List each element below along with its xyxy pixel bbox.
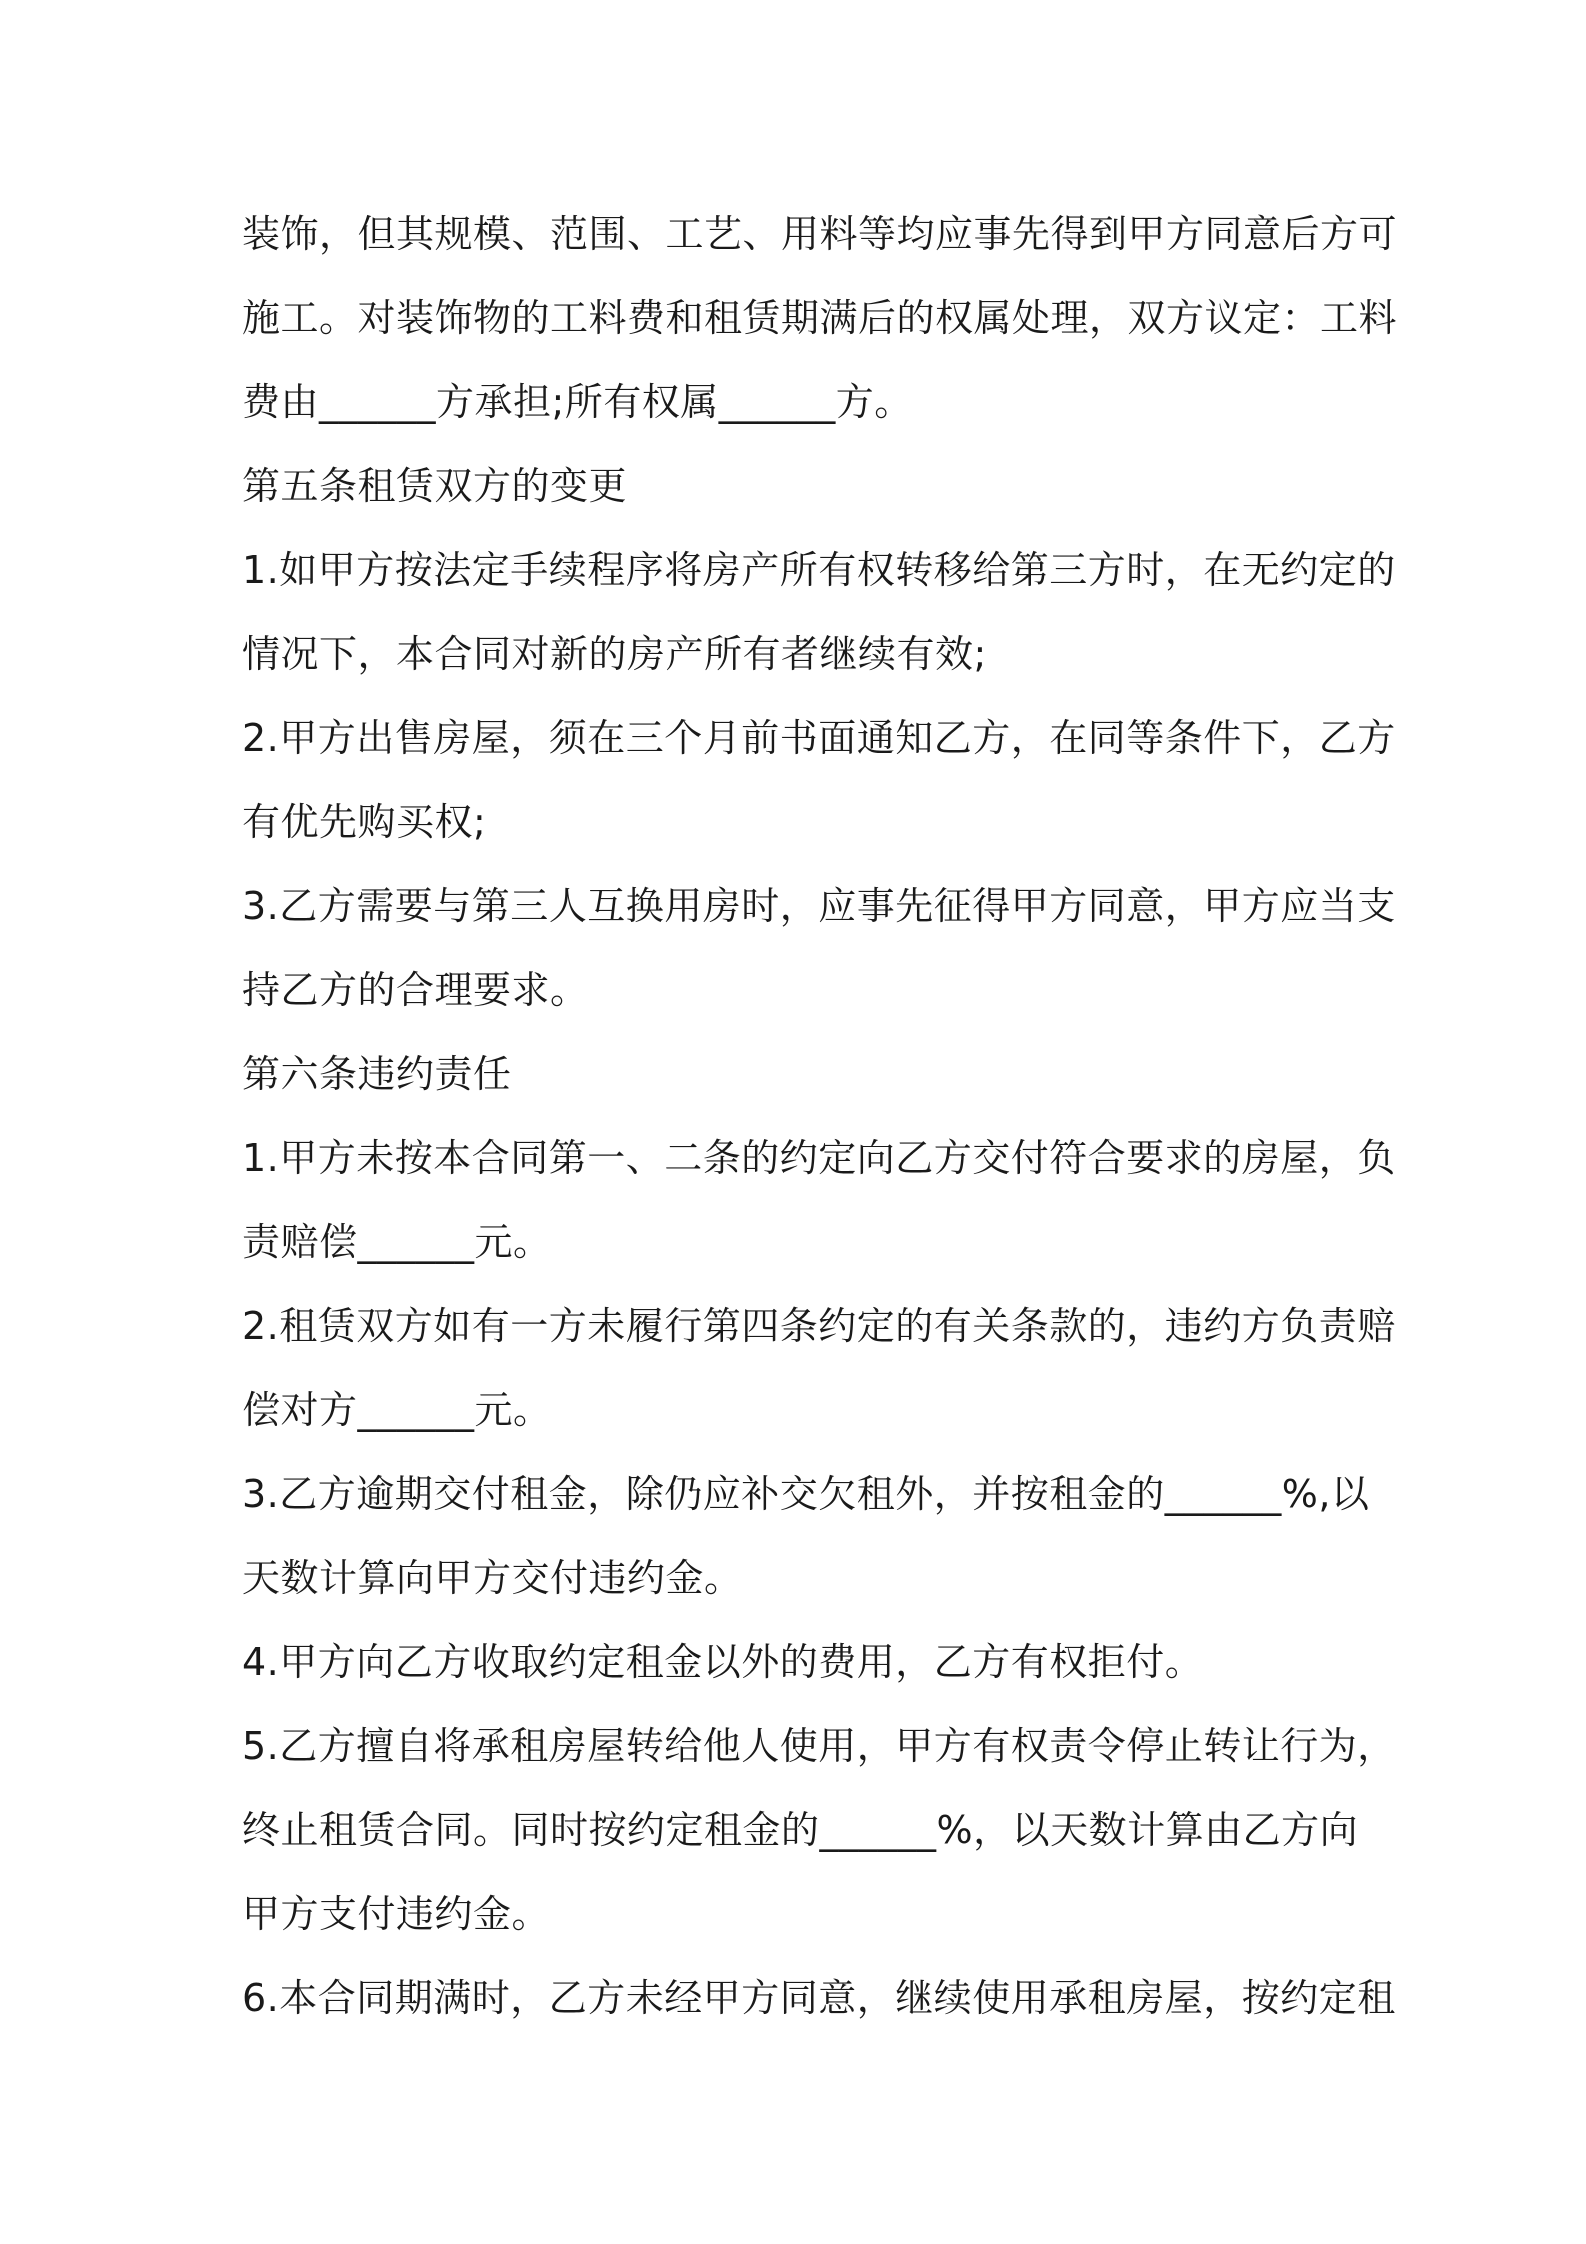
text-line: 装饰，但其规模、范围、工艺、用料等均应事先得到甲方同意后方可 (242, 212, 1398, 256)
text-line: 费由______方承担;所有权属______方。 (242, 380, 913, 424)
text-line: 3.乙方逾期交付租金，除仍应补交欠租外，并按租金的______%,以 (242, 1472, 1370, 1516)
text-line: 2.甲方出售房屋，须在三个月前书面通知乙方，在同等条件下，乙方 (242, 716, 1396, 760)
text-line: 偿对方______元。 (242, 1388, 552, 1432)
text-line: 有优先购买权; (242, 800, 487, 844)
text-line: 持乙方的合理要求。 (242, 968, 589, 1012)
section-heading: 第五条租赁双方的变更 (242, 464, 628, 508)
text-line: 甲方支付违约金。 (242, 1892, 551, 1936)
text-line: 天数计算向甲方交付违约金。 (242, 1556, 743, 1600)
section-heading: 第六条违约责任 (242, 1052, 512, 1096)
text-line: 责赔偿______元。 (242, 1220, 552, 1264)
text-line: 2.租赁双方如有一方未履行第四条约定的有关条款的，违约方负责赔 (242, 1304, 1396, 1348)
text-line: 1.如甲方按法定手续程序将房产所有权转移给第三方时，在无约定的 (242, 548, 1396, 592)
text-line: 1.甲方未按本合同第一、二条的约定向乙方交付符合要求的房屋，负 (242, 1136, 1396, 1180)
text-line: 3.乙方需要与第三人互换用房时，应事先征得甲方同意，甲方应当支 (242, 884, 1396, 928)
text-line: 4.甲方向乙方收取约定租金以外的费用，乙方有权拒付。 (242, 1640, 1204, 1684)
text-line: 情况下，本合同对新的房产所有者继续有效; (242, 632, 987, 676)
text-line: 6.本合同期满时，乙方未经甲方同意，继续使用承租房屋，按约定租 (242, 1976, 1396, 2020)
text-line: 施工。对装饰物的工料费和租赁期满后的权属处理，双方议定：工料 (242, 296, 1398, 340)
text-line: 终止租赁合同。同时按约定租金的______%，以天数计算由乙方向 (242, 1808, 1359, 1852)
document-body (242, 192, 1398, 2040)
text-line: 5.乙方擅自将承租房屋转给他人使用，甲方有权责令停止转让行为， (242, 1724, 1396, 1768)
